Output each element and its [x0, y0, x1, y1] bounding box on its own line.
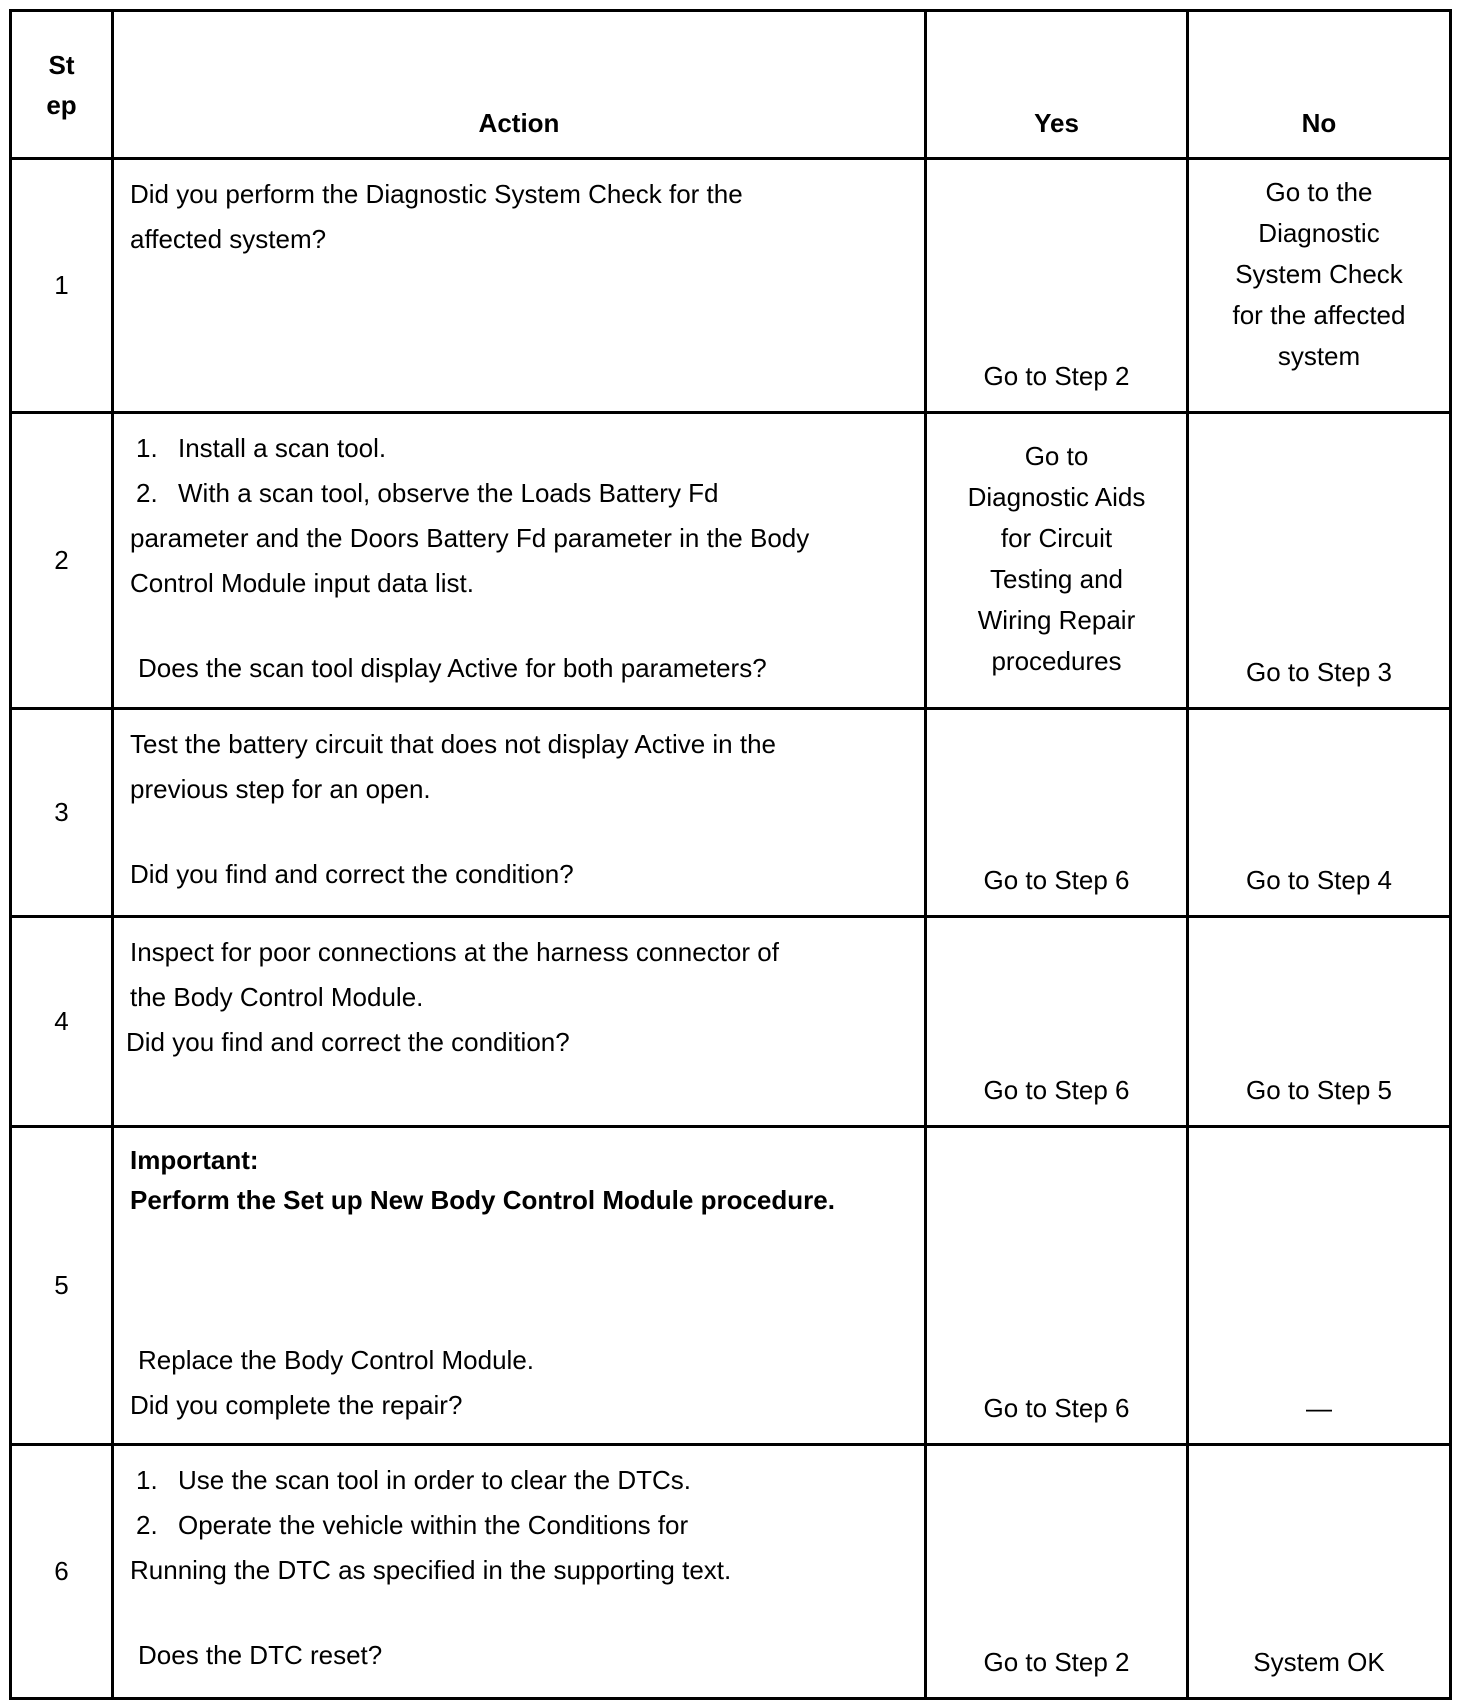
- action-question: Does the DTC reset?: [138, 1640, 383, 1670]
- header-action: Action: [114, 12, 927, 160]
- no-cell: [1189, 710, 1449, 918]
- no-result: —: [1306, 1393, 1332, 1423]
- action-list-item: 1. Use the scan tool in order to clear the DTCs.: [136, 1465, 692, 1495]
- action-cell: [114, 1446, 927, 1697]
- no-cell: [1189, 1446, 1449, 1697]
- action-list-item: 2. Operate the vehicle within the Conditions for: [136, 1510, 689, 1540]
- action-cell: [114, 160, 927, 414]
- action-line: Control Module input data list.: [130, 568, 474, 598]
- no-cell: [1189, 414, 1449, 710]
- no-result: Go to Step 4: [1246, 865, 1392, 895]
- yes-result-line: Wiring Repair: [977, 604, 1136, 635]
- yes-result-line: Go to: [1024, 440, 1089, 471]
- no-result-line: System Check: [1235, 259, 1403, 289]
- yes-result: Go to Step 6: [983, 1393, 1130, 1423]
- no-result-line: for the affected: [1232, 300, 1406, 330]
- action-line: Did you find and correct the condition?: [126, 1027, 570, 1057]
- yes-result-line: Testing and: [990, 563, 1123, 594]
- header-no: No: [1189, 12, 1449, 160]
- action-line: Replace the Body Control Module.: [138, 1345, 535, 1375]
- yes-cell: [927, 160, 1189, 414]
- yes-result: Go to Step 6: [983, 1075, 1130, 1105]
- step-number: 3: [12, 710, 114, 918]
- action-line: Test the battery circuit that does not display Active in the: [130, 729, 777, 759]
- yes-result-line: for Circuit: [1000, 522, 1113, 553]
- step-number: 6: [12, 1446, 114, 1697]
- yes-cell: [927, 710, 1189, 918]
- no-result: Go to Step 3: [1246, 657, 1392, 687]
- action-line: the Body Control Module.: [130, 982, 424, 1012]
- yes-cell: [927, 918, 1189, 1128]
- header-yes: Yes: [927, 12, 1189, 160]
- action-list-item: 1. Install a scan tool.: [136, 433, 387, 463]
- important-text: Perform the Set up New Body Control Module procedure.: [130, 1185, 835, 1215]
- no-cell: [1189, 1128, 1449, 1446]
- important-label: Important:: [130, 1145, 259, 1175]
- yes-cell: [927, 1128, 1189, 1446]
- yes-cell: [927, 414, 1189, 710]
- action-line: affected system?: [130, 224, 327, 254]
- action-cell: [114, 918, 927, 1128]
- no-result-line: system: [1277, 341, 1361, 371]
- action-cell: [114, 1128, 927, 1446]
- action-list-item: 2. With a scan tool, observe the Loads Battery Fd: [136, 478, 719, 508]
- action-question: Does the scan tool display Active for both parameters?: [138, 653, 767, 683]
- action-line: Did you complete the repair?: [130, 1390, 463, 1420]
- no-result-line: Go to the: [1265, 177, 1373, 207]
- no-cell: [1189, 918, 1449, 1128]
- yes-result-line: procedures: [991, 645, 1122, 676]
- action-line: parameter and the Doors Battery Fd parameter in the Body: [130, 523, 810, 553]
- action-question: Did you find and correct the condition?: [130, 859, 574, 889]
- step-number: 2: [12, 414, 114, 710]
- no-result: Go to Step 5: [1246, 1075, 1392, 1105]
- yes-result-line: Diagnostic Aids: [967, 481, 1146, 512]
- action-line: previous step for an open.: [130, 774, 431, 804]
- header-step-line2: ep: [46, 89, 77, 120]
- yes-result: Go to Step 2: [983, 361, 1130, 391]
- step-number: 5: [12, 1128, 114, 1446]
- action-line: Did you perform the Diagnostic System Check for the: [130, 179, 743, 209]
- no-result-line: Diagnostic: [1258, 218, 1380, 248]
- yes-result: Go to Step 2: [983, 1647, 1130, 1677]
- action-line: Inspect for poor connections at the harness connector of: [130, 937, 779, 967]
- action-cell: [114, 414, 927, 710]
- step-number: 1: [12, 160, 114, 414]
- header-step-line1: St: [48, 49, 75, 80]
- step-number: 4: [12, 918, 114, 1128]
- yes-result: Go to Step 6: [983, 865, 1130, 895]
- header-step: [12, 12, 114, 160]
- diagnostic-table: [9, 9, 1452, 1700]
- no-result: System OK: [1253, 1647, 1385, 1677]
- yes-cell: [927, 1446, 1189, 1697]
- no-cell: [1189, 160, 1449, 414]
- action-cell: [114, 710, 927, 918]
- action-line: Running the DTC as specified in the supporting text.: [130, 1555, 732, 1585]
